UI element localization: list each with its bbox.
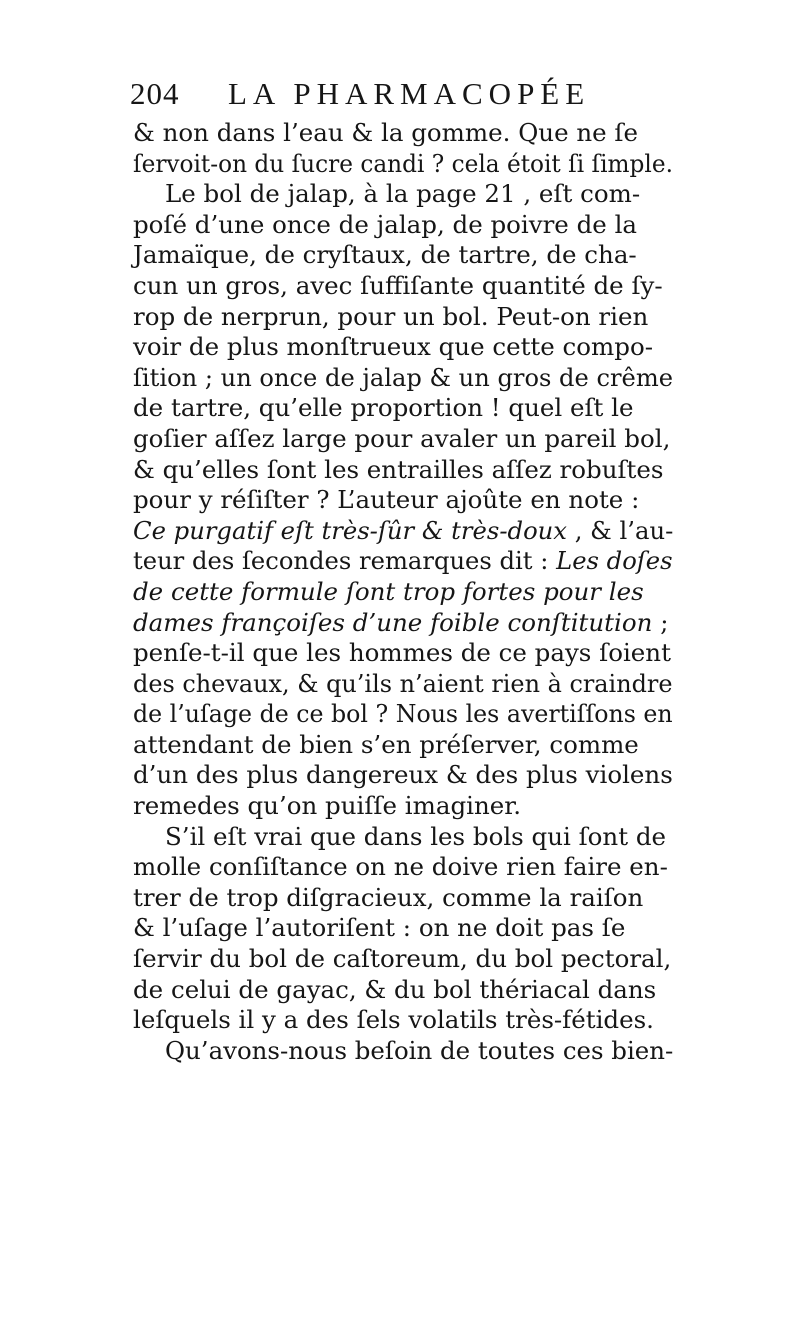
text-line [133,393,673,424]
text-segment: attendant de bien s’en préſerver, comme [133,729,639,759]
text-line [133,944,673,975]
italic-text-segment: de cette formule ſont trop fortes pour les [133,576,644,606]
line-content [133,240,637,271]
text-segment: leſquels il y a des ſels volatils très-fétides. [133,1005,654,1035]
text-segment: ſervoit-on du ſucre candi ? cela étoit ſi ſimple. [133,148,673,178]
line-content [133,149,673,180]
text-segment: penſe-t-il que les hommes de ce pays ſoient [133,638,671,668]
text-segment: d’un des plus dangereux & des plus violens [133,760,673,790]
text-line [133,638,673,669]
line-content [133,669,673,700]
line-content [133,608,668,639]
text-line [133,546,673,577]
text-segment: goſier aſſez large pour avaler un pareil bol, [133,423,671,453]
italic-text-segment: Ce purgatif eſt très-ſûr & très-doux [133,515,568,545]
text-segment: & l’uſage l’autoriſent : on ne doit pas ſe [133,913,626,943]
text-segment: , & l’au- [567,515,674,545]
line-content [133,424,670,455]
text-segment: rop de nerprun, pour un bol. Peut-on rien [133,301,649,331]
line-content [133,944,671,975]
body-text [133,118,673,1066]
italic-text-segment: dames françoiſes d’une foible conſtitution [133,607,653,637]
text-segment: voir de plus monſtrueux que cette compo- [133,332,653,362]
text-line [133,240,673,271]
text-line [133,975,673,1006]
line-content [165,1036,673,1067]
text-segment: de tartre, qu’elle proportion ! quel eſt le [133,393,634,423]
text-line [133,669,673,700]
text-segment: Qu’avons-nous beſoin de toutes ces bien- [165,1035,674,1065]
text-line [133,516,673,547]
line-content [133,1005,654,1036]
text-segment: & non dans l’eau & la gomme. Que ne ſe [133,118,639,147]
text-segment: poſé d’une once de jalap, de poivre de la [133,209,638,239]
line-content [133,393,634,424]
line-content [133,363,673,394]
text-line [133,271,673,302]
text-line [133,1005,673,1036]
line-content [133,760,673,791]
text-line [133,913,673,944]
text-line [133,760,673,791]
text-segment: Le bol de jalap, à la page 21 , eſt com- [165,179,641,209]
text-segment: Jamaïque, de cryſtaux, de tartre, de cha- [133,240,637,270]
line-content [133,730,639,761]
text-line [133,332,673,363]
text-line [133,424,673,455]
text-segment: ; [652,607,669,637]
line-content [165,822,666,853]
text-line [133,149,673,180]
text-line [133,699,673,730]
text-segment: pour y réſiſter ? L’auteur ajoûte en note : [133,485,640,515]
line-content [133,546,673,577]
text-line [133,455,673,486]
line-content [133,913,625,944]
text-segment: molle conſiſtance on ne doive rien faire en- [133,852,668,882]
line-content [133,302,648,333]
text-line [133,302,673,333]
page-number: 204 [130,76,180,111]
text-line [133,179,673,210]
text-line [133,210,673,241]
running-title: LA PHARMACOPÉE [228,76,591,111]
text-segment: de celui de gayac, & du bol thériacal dans [133,974,657,1004]
line-content [133,485,639,516]
line-content [133,455,663,486]
line-content [133,638,671,669]
text-line [133,577,673,608]
text-line [133,852,673,883]
text-segment: & qu’elles ſont les entrailles aſſez robuſtes [133,454,664,484]
text-segment: des chevaux, & qu’ils n’aient rien à craindre [133,668,673,698]
text-line [133,118,673,149]
text-line [133,791,673,822]
line-content [133,332,653,363]
text-segment: remedes qu’on puiſſe imaginer. [133,791,522,821]
line-content [133,883,643,914]
line-content [133,699,673,730]
text-segment: trer de trop diſgracieux, comme la raiſon [133,882,644,912]
text-segment: ſition ; un once de jalap & un gros de crême [133,362,673,392]
running-head [130,76,670,116]
line-content [133,791,521,822]
line-content [133,852,668,883]
text-line [133,1036,673,1067]
text-line [133,485,673,516]
italic-text-segment: Les doſes [556,546,673,576]
text-line [133,730,673,761]
text-line [133,883,673,914]
text-line [133,363,673,394]
text-line [133,608,673,639]
line-content [165,179,640,210]
text-line [133,822,673,853]
text-segment: ſervir du bol de caſtoreum, du bol pectoral, [133,944,672,974]
line-content [133,210,637,241]
text-segment: cun un gros, avec ſuffiſante quantité de ſy- [133,270,663,300]
text-segment: S’il eſt vrai que dans les bols qui ſont de [165,821,667,851]
line-content [133,577,644,608]
line-content [133,118,638,149]
text-segment: de l’uſage de ce bol ? Nous les avertiſſons en [133,699,673,729]
text-segment: teur des ſecondes remarques dit : [133,546,557,576]
line-content [133,271,663,302]
line-content [133,516,673,547]
line-content [133,975,656,1006]
